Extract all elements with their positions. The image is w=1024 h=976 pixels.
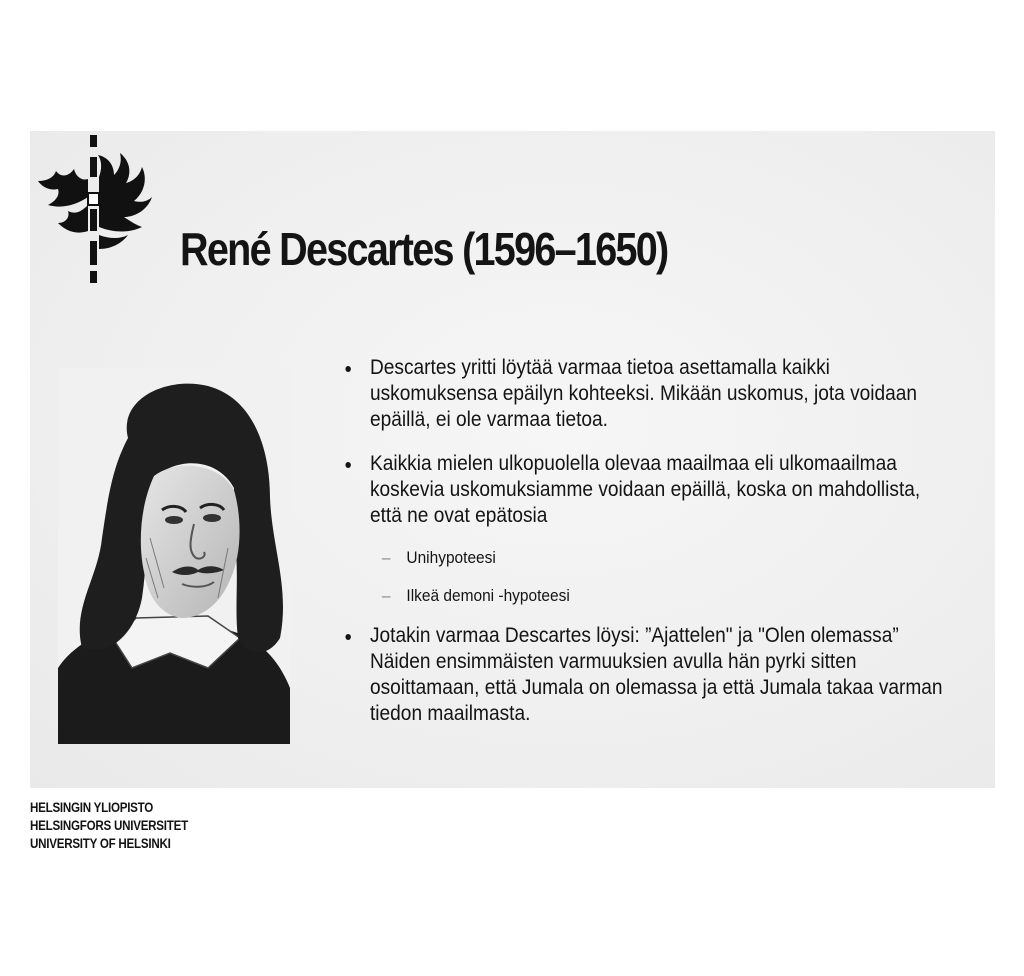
- descartes-portrait-image: [58, 368, 290, 744]
- bullet-item: [370, 623, 952, 727]
- university-flame-logo-icon: [36, 135, 156, 283]
- bullet-dot-icon: [345, 462, 350, 468]
- sub-bullet-item: [381, 585, 952, 607]
- bullet-item: [370, 451, 952, 529]
- sub-bullet-text: Ilkeä demoni -hypoteesi: [406, 586, 570, 605]
- bullet-list: [370, 355, 952, 745]
- bullet-dot-icon: [345, 634, 350, 640]
- footer-line-swedish: HELSINGFORS UNIVERSITET: [30, 818, 188, 833]
- dash-icon: –: [381, 548, 391, 567]
- footer-line-english: UNIVERSITY OF HELSINKI: [30, 836, 171, 851]
- dash-icon: –: [381, 586, 391, 605]
- slide-title: René Descartes (1596–1650): [180, 223, 668, 275]
- bullet-text: Descartes yritti löytää varmaa tietoa asettamalla kaikki uskomuksensa epäilyn kohteeksi. Mikään uskomus, jota voidaan epäillä, ei ole varmaa tietoa.: [370, 356, 918, 431]
- sub-bullet-text: Unihypoteesi: [406, 548, 496, 567]
- bullet-text: Kaikkia mielen ulkopuolella olevaa maailmaa eli ulkomaailmaa koskevia uskomuksiamme voidaan epäillä, koska on mahdollista, että ne ovat epätosia: [370, 452, 921, 527]
- bullet-dot-icon: [345, 366, 350, 372]
- bullet-item: [370, 355, 952, 433]
- sub-bullet-item: [381, 547, 952, 569]
- footer-line-finnish: HELSINGIN YLIOPISTO: [30, 800, 154, 815]
- university-name-footer: [30, 799, 188, 853]
- bullet-text: Jotakin varmaa Descartes löysi: ”Ajattelen" ja "Olen olemassa” Näiden ensimmäisten varmuuksien avulla hän pyrki sitten osoittamaan, että Jumala on olemassa ja että Jumala takaa varman tiedon maailmasta.: [370, 624, 943, 725]
